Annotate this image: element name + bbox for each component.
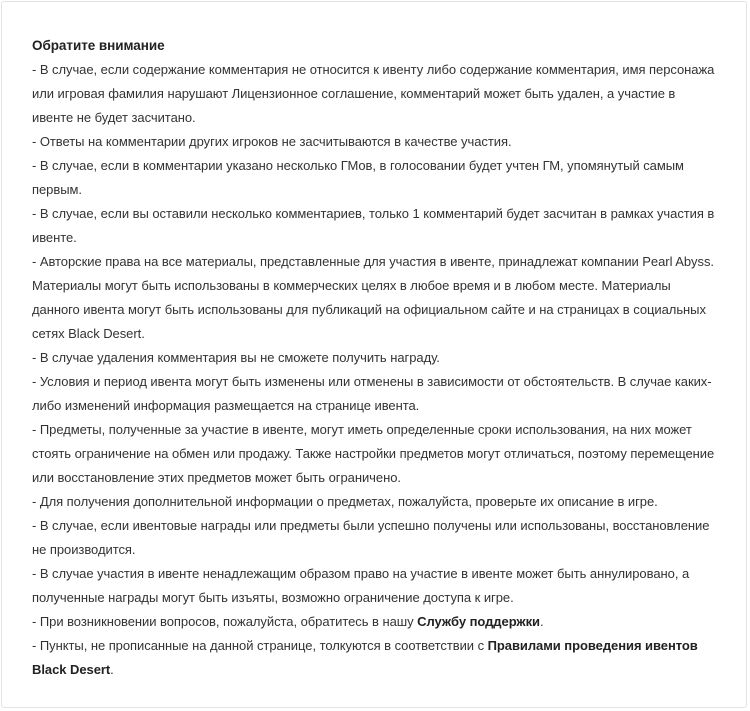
notice-item-copyright: - Авторские права на все материалы, представленные для участия в ивенте, принадлежат компании Pearl Abyss. Материалы могут быть использованы в коммерческих целях в любое время и в любом месте. Материалы данного ивента могут быть использованы для публикаций на официальном сайте и на страницах в социальных сетях Black Desert. [32, 254, 714, 341]
rules-suffix: . [110, 662, 114, 677]
notice-item-multiple-comments: - В случае, если вы оставили несколько комментариев, только 1 комментарий будет засчитан в рамках участия в ивенте. [32, 206, 715, 245]
notice-title: Обратите внимание [32, 38, 165, 53]
notice-item-item-info: - Для получения дополнительной информации о предметах, пожалуйста, проверьте их описание в игре. [32, 494, 658, 509]
notice-item-support [32, 610, 716, 634]
notice-item-multiple-gm: - В случае, если в комментарии указано несколько ГМов, в голосовании будет учтен ГМ, упомянутый самым первым. [32, 158, 684, 197]
notice-item-conditions-change: - Условия и период ивента могут быть изменены или отменены в зависимости от обстоятельств. В случае каких-либо изменений информация размещается на странице ивента. [32, 374, 712, 413]
notice-item-deleted-comment: - В случае удаления комментария вы не сможете получить награду. [32, 350, 440, 365]
notice-box [1, 1, 747, 708]
support-prefix: - При возникновении вопросов, пожалуйста, обратитесь в нашу [32, 614, 418, 629]
rules-link[interactable]: Правилами проведения ивентов Black Desert [32, 638, 698, 677]
notice-content [2, 2, 746, 682]
notice-item-license: - В случае, если содержание комментария не относится к ивенту либо содержание комментария, имя персонажа или игровая фамилия нарушают Лицензионное соглашение, комментарий может быть удален, а участие в ивенте не будет засчитано. [32, 62, 715, 125]
notice-item-no-restore: - В случае, если ивентовые награды или предметы были успешно получены или использованы, восстановление не производится. [32, 518, 710, 557]
support-suffix: . [539, 614, 544, 629]
support-link[interactable]: Службу поддержки [417, 614, 540, 629]
notice-item-rules [32, 634, 716, 682]
notice-item-item-restrictions: - Предметы, полученные за участие в ивенте, могут иметь определенные сроки использования, на них может стоять ограничение на обмен или продажу. Также настройки предметов могут отличаться, поэтому перемещение или восстановление этих предметов может быть ограничено. [32, 422, 715, 485]
notice-item-annulment: - В случае участия в ивенте ненадлежащим образом право на участие в ивенте может быть аннулировано, а полученные награды могут быть изъяты, возможно ограничение доступа к игре. [32, 566, 690, 605]
notice-list [32, 58, 716, 682]
notice-item-replies: - Ответы на комментарии других игроков не засчитываются в качестве участия. [32, 134, 512, 149]
rules-prefix: - Пункты, не прописанные на данной странице, толкуются в соответствии с [32, 638, 488, 653]
